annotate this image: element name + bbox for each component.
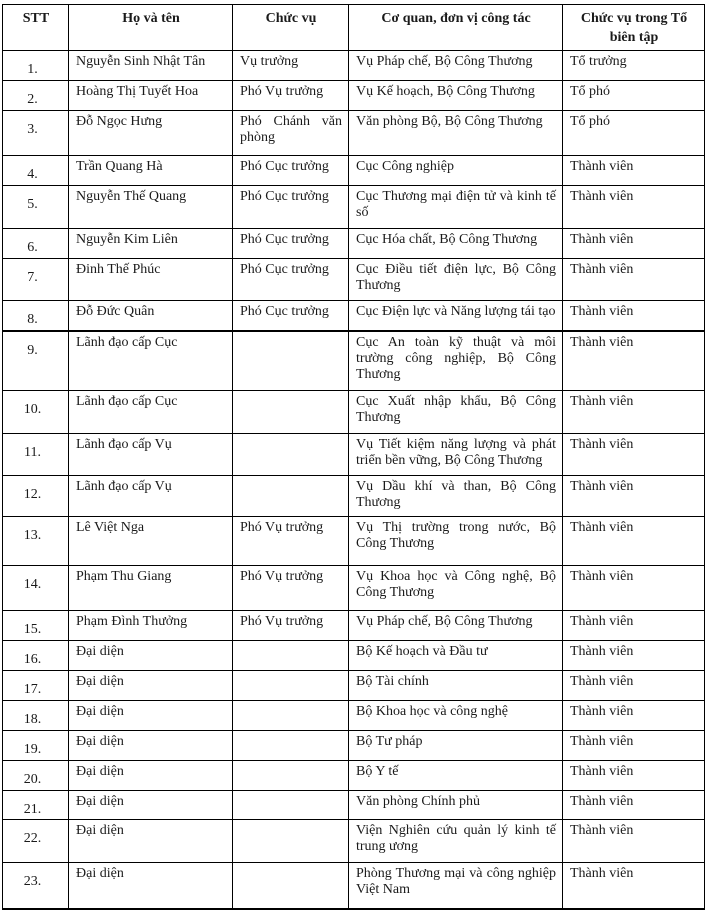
member-position [233,863,349,909]
member-organization: Vụ Tiết kiệm năng lượng và phát triển bền vững, Bộ Công Thương [349,433,563,475]
member-role: Thành viên [563,640,705,670]
member-role: Thành viên [563,228,705,258]
row-number: 10. [3,390,69,433]
member-name: Hoàng Thị Tuyết Hoa [69,80,233,110]
member-role: Thành viên [563,730,705,760]
row-number: 23. [3,863,69,909]
table-row [3,565,705,610]
member-position [233,475,349,516]
member-organization: Phòng Thương mại và công nghiệp Việt Nam [349,863,563,909]
row-number: 22. [3,820,69,863]
member-role: Thành viên [563,610,705,640]
member-role: Thành viên [563,700,705,730]
members-table [2,4,705,910]
member-name: Trần Quang Hà [69,155,233,185]
member-organization: Cục Công nghiệp [349,155,563,185]
member-name: Phạm Đình Thưởng [69,610,233,640]
member-name: Nguyễn Sinh Nhật Tân [69,51,233,81]
member-position: Phó Cục trưởng [233,300,349,331]
table-row [3,730,705,760]
member-position [233,700,349,730]
table-row [3,155,705,185]
col-header-organization: Cơ quan, đơn vị công tác [349,5,563,51]
table-row [3,640,705,670]
member-role: Thành viên [563,790,705,820]
member-organization: Vụ Dầu khí và than, Bộ Công Thương [349,475,563,516]
table-row [3,300,705,331]
row-number: 15. [3,610,69,640]
member-name: Đại diện [69,790,233,820]
member-position: Phó Cục trưởng [233,258,349,300]
table-row [3,610,705,640]
member-position [233,820,349,863]
member-role: Tổ phó [563,80,705,110]
member-organization: Cục Điện lực và Năng lượng tái tạo [349,300,563,331]
member-name: Đỗ Ngọc Hưng [69,110,233,155]
row-number: 11. [3,433,69,475]
member-position [233,640,349,670]
table-row [3,51,705,81]
member-organization: Cục Hóa chất, Bộ Công Thương [349,228,563,258]
member-position: Phó Vụ trưởng [233,565,349,610]
member-organization: Cục Thương mại điện tử và kinh tế số [349,185,563,228]
header-row [3,5,705,51]
member-position: Phó Cục trưởng [233,155,349,185]
member-role: Thành viên [563,185,705,228]
member-position [233,790,349,820]
member-role: Tổ trưởng [563,51,705,81]
member-position [233,433,349,475]
table-row [3,390,705,433]
member-role: Thành viên [563,565,705,610]
member-position [233,331,349,390]
member-role: Thành viên [563,516,705,565]
member-name: Lãnh đạo cấp Cục [69,390,233,433]
member-position [233,670,349,700]
col-header-stt: STT [3,5,69,51]
member-name: Đỗ Đức Quân [69,300,233,331]
member-role: Thành viên [563,475,705,516]
col-header-name: Họ và tên [69,5,233,51]
member-position: Phó Chánh văn phòng [233,110,349,155]
row-number: 8. [3,300,69,331]
member-role: Thành viên [563,760,705,790]
member-organization: Vụ Khoa học và Công nghệ, Bộ Công Thương [349,565,563,610]
member-position: Phó Cục trưởng [233,185,349,228]
row-number: 19. [3,730,69,760]
member-name: Đinh Thế Phúc [69,258,233,300]
member-name: Đại diện [69,700,233,730]
row-number: 21. [3,790,69,820]
row-number: 1. [3,51,69,81]
member-role: Tổ phó [563,110,705,155]
row-number: 5. [3,185,69,228]
row-number: 2. [3,80,69,110]
member-name: Đại diện [69,640,233,670]
row-number: 3. [3,110,69,155]
row-number: 20. [3,760,69,790]
member-position [233,760,349,790]
table-row [3,516,705,565]
member-name: Đại diện [69,760,233,790]
member-position: Phó Vụ trưởng [233,516,349,565]
member-position: Phó Cục trưởng [233,228,349,258]
member-role: Thành viên [563,863,705,909]
member-name: Nguyễn Thế Quang [69,185,233,228]
table-row [3,258,705,300]
member-name: Phạm Thu Giang [69,565,233,610]
member-role: Thành viên [563,670,705,700]
row-number: 16. [3,640,69,670]
member-organization: Vụ Pháp chế, Bộ Công Thương [349,610,563,640]
table-row [3,760,705,790]
member-role: Thành viên [563,390,705,433]
member-role: Thành viên [563,300,705,331]
member-name: Lãnh đạo cấp Cục [69,331,233,390]
member-name: Lãnh đạo cấp Vụ [69,433,233,475]
table-row [3,331,705,390]
row-number: 4. [3,155,69,185]
member-organization: Bộ Khoa học và công nghệ [349,700,563,730]
table-body [3,51,705,909]
col-header-position: Chức vụ [233,5,349,51]
row-number: 7. [3,258,69,300]
table-row [3,433,705,475]
member-organization: Cục An toàn kỹ thuật và môi trường công nghiệp, Bộ Công Thương [349,331,563,390]
table-row [3,670,705,700]
member-role: Thành viên [563,155,705,185]
row-number: 14. [3,565,69,610]
member-organization: Vụ Pháp chế, Bộ Công Thương [349,51,563,81]
member-name: Đại diện [69,863,233,909]
member-organization: Bộ Tư pháp [349,730,563,760]
table-row [3,790,705,820]
member-organization: Bộ Y tế [349,760,563,790]
row-number: 12. [3,475,69,516]
member-position: Phó Vụ trưởng [233,80,349,110]
member-position [233,390,349,433]
member-name: Lê Việt Nga [69,516,233,565]
member-organization: Vụ Thị trường trong nước, Bộ Công Thương [349,516,563,565]
table-row [3,863,705,909]
member-name: Đại diện [69,820,233,863]
member-position [233,730,349,760]
member-organization: Viện Nghiên cứu quản lý kinh tế trung ương [349,820,563,863]
member-role: Thành viên [563,433,705,475]
table-row [3,820,705,863]
table-row [3,110,705,155]
member-organization: Văn phòng Bộ, Bộ Công Thương [349,110,563,155]
member-role: Thành viên [563,258,705,300]
member-organization: Cục Điều tiết điện lực, Bộ Công Thương [349,258,563,300]
col-header-role: Chức vụ trong Tổ biên tập [563,5,705,51]
table-row [3,80,705,110]
member-position: Phó Vụ trưởng [233,610,349,640]
row-number: 18. [3,700,69,730]
member-position: Vụ trưởng [233,51,349,81]
member-role: Thành viên [563,331,705,390]
member-organization: Bộ Kế hoạch và Đầu tư [349,640,563,670]
row-number: 9. [3,331,69,390]
member-name: Lãnh đạo cấp Vụ [69,475,233,516]
row-number: 6. [3,228,69,258]
member-role: Thành viên [563,820,705,863]
member-name: Đại diện [69,670,233,700]
member-name: Đại diện [69,730,233,760]
member-organization: Văn phòng Chính phủ [349,790,563,820]
row-number: 13. [3,516,69,565]
member-organization: Vụ Kế hoạch, Bộ Công Thương [349,80,563,110]
member-name: Nguyễn Kim Liên [69,228,233,258]
member-organization: Bộ Tài chính [349,670,563,700]
table-row [3,185,705,228]
member-organization: Cục Xuất nhập khẩu, Bộ Công Thương [349,390,563,433]
table-row [3,475,705,516]
table-row [3,228,705,258]
table-row [3,700,705,730]
row-number: 17. [3,670,69,700]
